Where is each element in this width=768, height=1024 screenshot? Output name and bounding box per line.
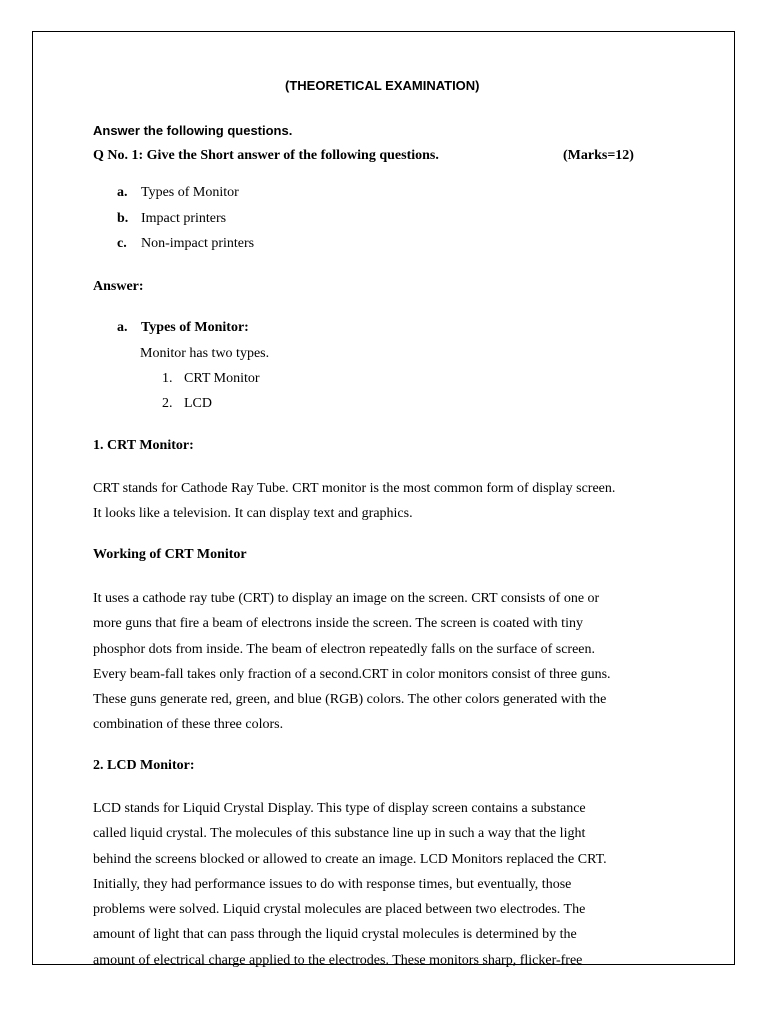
lcd-heading: 2. LCD Monitor: — [93, 758, 195, 773]
paragraph-line: amount of electrical charge applied to the electrodes. These monitors sharp, flicker-free — [93, 952, 583, 968]
working-paragraph — [93, 586, 693, 738]
paragraph-line: It uses a cathode ray tube (CRT) to display an image on the screen. CRT consists of one or — [93, 591, 600, 606]
option-letter: a. — [117, 185, 128, 200]
exam-title: (THEORETICAL EXAMINATION) — [285, 78, 480, 93]
option-b — [117, 211, 226, 227]
crt-heading: 1. CRT Monitor: — [93, 438, 194, 453]
option-letter: c. — [117, 236, 127, 251]
question-label: Q No. 1: Give the Short answer of the following questions. — [93, 148, 439, 163]
paragraph-line: behind the screens blocked or allowed to create an image. LCD Monitors replaced the CRT. — [93, 851, 607, 867]
types-heading-letter: a. — [117, 320, 128, 335]
paragraph-line: These guns generate red, green, and blue (RGB) colors. The other colors generated with the — [93, 692, 607, 708]
option-text: Impact printers — [141, 211, 227, 226]
answer-heading: Answer: — [93, 279, 144, 294]
option-text: Non-impact printers — [141, 236, 255, 251]
types-heading-text: Types of Monitor: — [141, 320, 249, 335]
option-a — [117, 185, 239, 201]
option-text: Types of Monitor — [141, 185, 239, 200]
types-heading — [117, 320, 249, 336]
paragraph-line: called liquid crystal. The molecules of this substance line up in such a way that the light — [93, 826, 586, 842]
types-item-number: 1. — [162, 371, 173, 386]
crt-paragraph — [93, 476, 693, 527]
lcd-paragraph — [93, 796, 693, 973]
types-item-number: 2. — [162, 396, 173, 411]
paragraph-line: CRT stands for Cathode Ray Tube. CRT monitor is the most common form of display screen. — [93, 481, 616, 496]
question-heading — [93, 148, 638, 164]
paragraph-line: Initially, they had performance issues to do with response times, but eventually, those — [93, 876, 572, 892]
paragraph-line: combination of these three colors. — [93, 717, 284, 733]
working-heading: Working of CRT Monitor — [93, 547, 247, 562]
paragraph-line: Every beam-fall takes only fraction of a second.CRT in color monitors consist of three guns. — [93, 666, 611, 682]
paragraph-line: phosphor dots from inside. The beam of electron repeatedly falls on the surface of screen. — [93, 641, 596, 657]
paragraph-line: more guns that fire a beam of electrons inside the screen. The screen is coated with tiny — [93, 616, 583, 632]
paragraph-line: problems were solved. Liquid crystal molecules are placed between two electrodes. The — [93, 902, 586, 918]
option-letter: b. — [117, 211, 129, 226]
types-item-text: LCD — [184, 396, 212, 411]
question-marks: (Marks=12) — [563, 148, 634, 163]
types-item-text: CRT Monitor — [184, 371, 260, 386]
instruction-text: Answer the following questions. — [93, 123, 293, 138]
paragraph-line: amount of light that can pass through the liquid crystal molecules is determined by the — [93, 927, 577, 943]
types-intro: Monitor has two types. — [140, 346, 270, 361]
types-item-lcd — [162, 396, 212, 412]
types-item-crt — [162, 371, 260, 387]
paragraph-line: It looks like a television. It can display text and graphics. — [93, 506, 413, 522]
option-c — [117, 236, 254, 252]
paragraph-line: LCD stands for Liquid Crystal Display. This type of display screen contains a substance — [93, 801, 586, 816]
